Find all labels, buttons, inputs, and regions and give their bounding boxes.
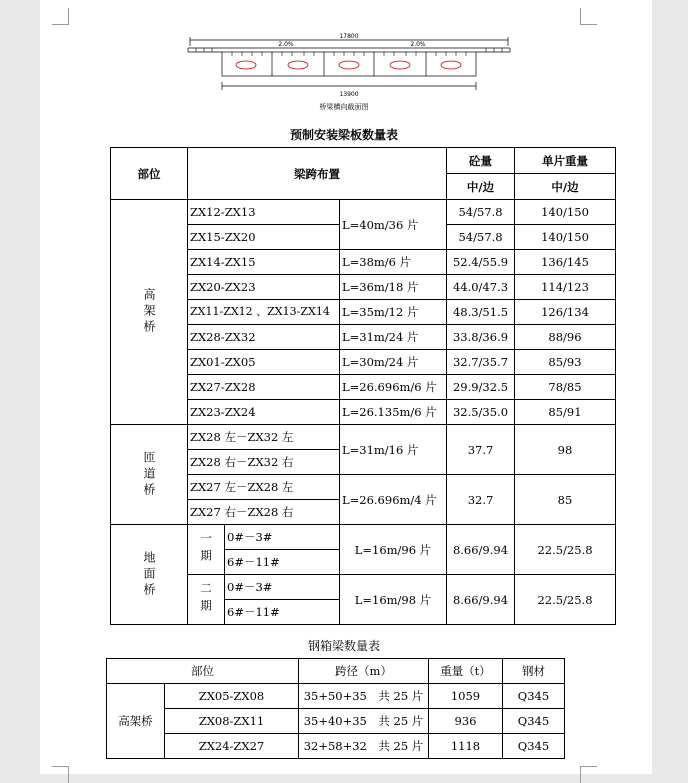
header-material: 钢材: [503, 659, 565, 684]
span-name: ZX01-ZX05: [188, 350, 340, 375]
phase-label: 一期: [188, 525, 225, 575]
group-label-ground: 地面桥: [111, 525, 188, 625]
span-name: ZX27 左－ZX28 左: [188, 475, 340, 500]
header-concrete: 砼量: [447, 148, 515, 174]
concrete-value: 33.8/36.9: [447, 325, 515, 350]
crop-mark: [52, 766, 69, 783]
material-value: Q345: [503, 734, 565, 759]
span-layout: L=40m/36 片: [340, 200, 447, 250]
phase-label: 二期: [188, 575, 225, 625]
weight-value: 78/85: [515, 375, 616, 400]
span-name: ZX11-ZX12 、ZX13-ZX14: [188, 300, 340, 325]
span-layout: L=35m/12 片: [340, 300, 447, 325]
pier-range: 6#－11#: [225, 600, 340, 625]
concrete-value: 44.0/47.3: [447, 275, 515, 300]
header-weight: 单片重量: [515, 148, 616, 174]
concrete-value: 48.3/51.5: [447, 300, 515, 325]
header-part: 部位: [107, 659, 299, 684]
span-value: 35+40+35 共 25 片: [299, 709, 429, 734]
weight-value: 1059: [429, 684, 503, 709]
crop-mark: [580, 8, 597, 25]
span-name: ZX23-ZX24: [188, 400, 340, 425]
steel-box-girder-table: [106, 658, 565, 759]
span-layout: L=38m/6 片: [340, 250, 447, 275]
concrete-value: 29.9/32.5: [447, 375, 515, 400]
weight-value: 936: [429, 709, 503, 734]
weight-value: 85/91: [515, 400, 616, 425]
span-name: ZX28 右－ZX32 右: [188, 450, 340, 475]
pier-range: 0#－3#: [225, 575, 340, 600]
span-layout: L=36m/18 片: [340, 275, 447, 300]
span-layout: L=26.696m/6 片: [340, 375, 447, 400]
header-part: 部位: [111, 148, 188, 200]
group-label-ramp: 匝道桥: [111, 425, 188, 525]
precast-girder-table: [110, 147, 616, 625]
weight-value: 85/93: [515, 350, 616, 375]
span-layout: L=16m/98 片: [340, 575, 447, 625]
span-name: ZX20-ZX23: [188, 275, 340, 300]
group-label-elevated: 高架桥: [107, 684, 165, 759]
span-name: ZX15-ZX20: [188, 225, 340, 250]
weight-value: 140/150: [515, 225, 616, 250]
weight-value: 126/134: [515, 300, 616, 325]
span-name: ZX27-ZX28: [188, 375, 340, 400]
span-value: 35+50+35 共 25 片: [299, 684, 429, 709]
span-value: 32+58+32 共 25 片: [299, 734, 429, 759]
span-name: ZX14-ZX15: [188, 250, 340, 275]
weight-value: 140/150: [515, 200, 616, 225]
weight-value: 114/123: [515, 275, 616, 300]
span-name: ZX24-ZX27: [165, 734, 299, 759]
drawing-caption: 桥梁横向截面图: [319, 103, 369, 111]
weight-value: 1118: [429, 734, 503, 759]
material-value: Q345: [503, 709, 565, 734]
pier-range: 6#－11#: [225, 550, 340, 575]
weight-value: 88/96: [515, 325, 616, 350]
span-name: ZX12-ZX13: [188, 200, 340, 225]
table1-title: 预制安装梁板数量表: [289, 128, 398, 142]
header-weight: 重量（t）: [429, 659, 503, 684]
table2-title: 钢箱梁数量表: [307, 639, 380, 653]
weight-value: 22.5/25.8: [515, 525, 616, 575]
left-slope-label: 2.0%: [278, 41, 294, 48]
material-value: Q345: [503, 684, 565, 709]
concrete-value: 32.7/35.7: [447, 350, 515, 375]
header-concrete-sub: 中/边: [447, 174, 515, 200]
span-name: ZX08-ZX11: [165, 709, 299, 734]
span-name: ZX28-ZX32: [188, 325, 340, 350]
crop-mark: [52, 8, 69, 25]
span-name: ZX05-ZX08: [165, 684, 299, 709]
top-dimension-label: 17800: [339, 33, 359, 40]
pier-range: 0#－3#: [225, 525, 340, 550]
weight-value: 85: [515, 475, 616, 525]
bottom-dimension-label: 13900: [339, 91, 359, 98]
concrete-value: 8.66/9.94: [447, 525, 515, 575]
span-layout: L=26.135m/6 片: [340, 400, 447, 425]
concrete-value: 54/57.8: [447, 225, 515, 250]
weight-value: 136/145: [515, 250, 616, 275]
group-label-elevated: 高架桥: [111, 200, 188, 425]
span-layout: L=26.696m/4 片: [340, 475, 447, 525]
header-span: 跨径（m）: [299, 659, 429, 684]
weight-value: 22.5/25.8: [515, 575, 616, 625]
concrete-value: 32.7: [447, 475, 515, 525]
concrete-value: 8.66/9.94: [447, 575, 515, 625]
span-layout: L=31m/16 片: [340, 425, 447, 475]
concrete-value: 32.5/35.0: [447, 400, 515, 425]
right-slope-label: 2.0%: [410, 41, 426, 48]
crop-mark: [580, 766, 597, 783]
concrete-value: 52.4/55.9: [447, 250, 515, 275]
span-name: ZX27 右－ZX28 右: [188, 500, 340, 525]
weight-value: 98: [515, 425, 616, 475]
header-span: 梁跨布置: [188, 148, 447, 200]
span-layout: L=16m/96 片: [340, 525, 447, 575]
span-name: ZX28 左－ZX32 左: [188, 425, 340, 450]
header-weight-sub: 中/边: [515, 174, 616, 200]
span-layout: L=31m/24 片: [340, 325, 447, 350]
span-layout: L=30m/24 片: [340, 350, 447, 375]
concrete-value: 54/57.8: [447, 200, 515, 225]
concrete-value: 37.7: [447, 425, 515, 475]
